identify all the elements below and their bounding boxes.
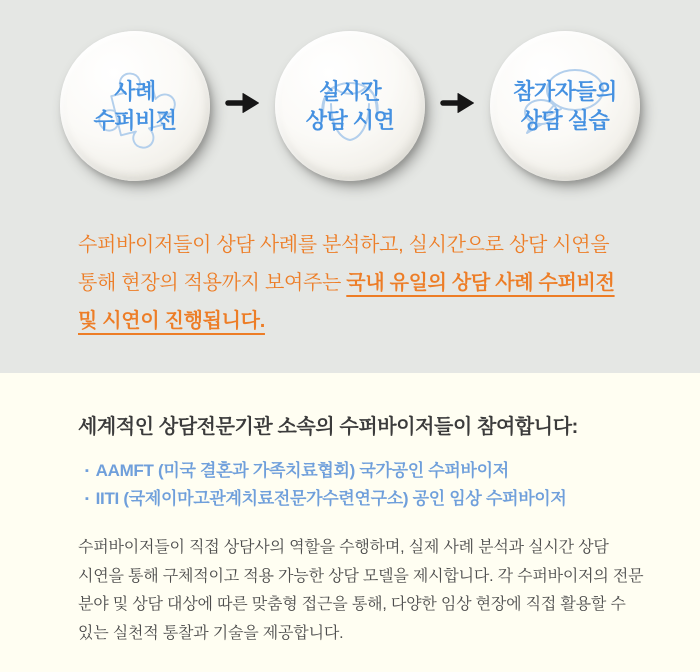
credential-name: IITI	[95, 489, 119, 508]
square-bullet-icon: ▪	[85, 465, 89, 477]
process-step-case-supervision	[60, 31, 210, 181]
section-heading: 세계적인 상담전문기관 소속의 수퍼바이저들이 참여합니다:	[78, 416, 578, 438]
step-label	[93, 77, 176, 135]
intro-line2-normal: 통해 현장의 적용까지 보여주는	[78, 272, 347, 294]
credential-detail: (국제이마고관계치료전문가수련연구소) 공인 임상 수퍼바이저	[118, 489, 567, 508]
intro-emphasis-line2: 국내 유일의 상담 사례 수퍼비전	[346, 272, 615, 294]
process-step-participant-practice	[490, 31, 640, 181]
step-label	[513, 77, 617, 135]
step-label-line1: 실시간	[318, 78, 382, 104]
supervisors-section	[0, 373, 700, 672]
step-label	[306, 77, 395, 135]
step-label-line2: 상담 실습	[520, 107, 610, 133]
credential-name: AAMFT	[95, 461, 154, 480]
arrow-right-icon	[225, 91, 261, 115]
square-bullet-icon: ▪	[85, 493, 89, 505]
credential-item-aamft	[85, 457, 644, 485]
intro-emphasis-line3: 및 시연이 진행됩니다.	[78, 310, 265, 332]
credential-item-iiti	[85, 485, 644, 513]
step-label-line2: 상담 시연	[305, 107, 395, 133]
step-label-line1: 참가자들의	[513, 78, 617, 104]
credentials-list	[85, 457, 644, 513]
intro-line1: 수퍼바이저들이 상담 사례를 분석하고, 실시간으로 상담 시연을	[78, 234, 610, 256]
arrow-right-icon	[440, 91, 476, 115]
step-label-line2: 수퍼비전	[93, 107, 177, 133]
process-row	[0, 0, 700, 180]
description-paragraph: 수퍼바이저들이 직접 상담사의 역할을 수행하며, 실제 사례 분석과 실시간 상담 시연을 통해 구체적이고 적용 가능한 상담 모델을 제시합니다. 각 수퍼바이저의 전문 분야 및 상담 대상에 따른 맞춤형 접근을 통해, 다양한 임상 현장에 직접 활용할 수 있는 실천적 통찰과 기술을 제공합니다.	[78, 539, 644, 642]
step-label-line1: 사례	[114, 78, 156, 104]
process-step-live-demo	[275, 31, 425, 181]
credential-detail: (미국 결혼과 가족치료협회) 국가공인 수퍼바이저	[153, 461, 509, 480]
intro-paragraph	[78, 226, 680, 340]
